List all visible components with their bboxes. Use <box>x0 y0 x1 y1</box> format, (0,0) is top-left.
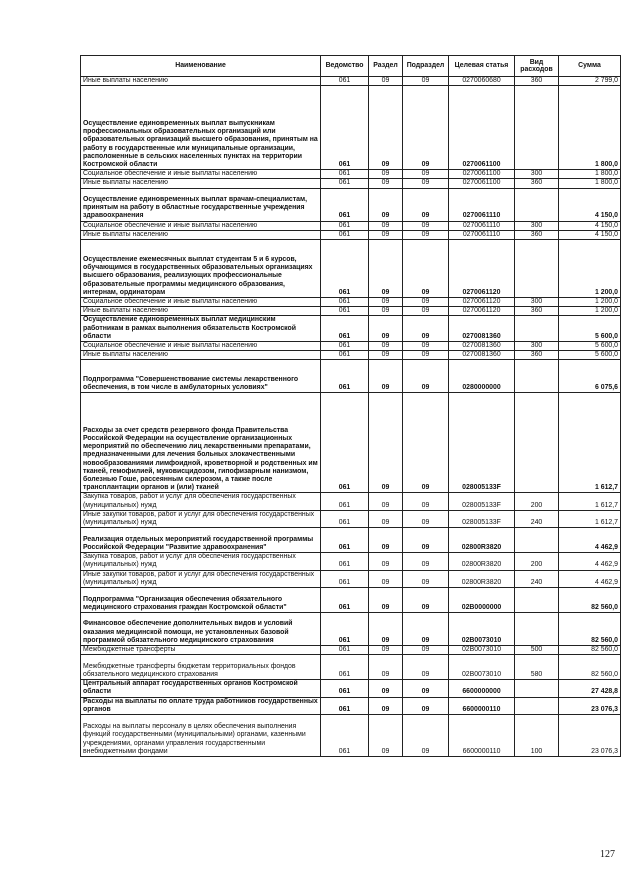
cell-name: Социальное обеспечение и иные выплаты населению <box>81 298 321 307</box>
cell-department: 061 <box>321 230 369 239</box>
cell-target-article: 0270081360 <box>449 316 515 342</box>
cell-expense-type: 360 <box>515 307 559 316</box>
table-row <box>81 316 621 342</box>
cell-sum: 2 799,0 <box>559 77 621 86</box>
cell-subsection: 09 <box>403 86 449 170</box>
cell-section: 09 <box>369 493 403 510</box>
cell-expense-type <box>515 697 559 714</box>
cell-target-article: 028005133F <box>449 393 515 493</box>
table-row <box>81 588 621 613</box>
cell-target-article: 6600000110 <box>449 697 515 714</box>
cell-department: 061 <box>321 342 369 351</box>
cell-sum: 5 600,0 <box>559 342 621 351</box>
cell-department: 061 <box>321 493 369 510</box>
cell-name: Осуществление ежемесячных выплат студентам 5 и 6 курсов, обучающимся в государственных образовательных организациях высшего образования, реализующих профессиональные образовательные программы медицинского образования, интернам, ординаторам <box>81 240 321 298</box>
cell-sum: 5 600,0 <box>559 351 621 360</box>
cell-section: 09 <box>369 570 403 587</box>
cell-name: Финансовое обеспечение дополнительных видов и условий оказания медицинской помощи, не установленных базовой программой обязательного медицинского страхования <box>81 613 321 646</box>
table-row <box>81 360 621 393</box>
cell-target-article: 02В0073010 <box>449 613 515 646</box>
cell-subsection: 09 <box>403 307 449 316</box>
cell-name: Иные закупки товаров, работ и услуг для обеспечения государственных (муниципальных) нужд <box>81 570 321 587</box>
cell-section: 09 <box>369 221 403 230</box>
cell-subsection: 09 <box>403 170 449 179</box>
cell-name: Межбюджетные трансферты <box>81 646 321 655</box>
cell-expense-type <box>515 86 559 170</box>
cell-name: Подпрограмма "Организация обеспечения обязательного медицинского страхования граждан Костромской области" <box>81 588 321 613</box>
cell-name: Социальное обеспечение и иные выплаты населению <box>81 170 321 179</box>
table-body <box>81 77 621 757</box>
cell-name: Иные закупки товаров, работ и услуг для обеспечения государственных (муниципальных) нужд <box>81 510 321 527</box>
cell-department: 061 <box>321 86 369 170</box>
cell-section: 09 <box>369 240 403 298</box>
cell-sum: 1 800,0 <box>559 170 621 179</box>
header-expense-type: Вид расходов <box>515 56 559 77</box>
cell-name: Центральный аппарат государственных органов Костромской области <box>81 680 321 697</box>
cell-target-article: 028005133F <box>449 493 515 510</box>
cell-subsection: 09 <box>403 570 449 587</box>
cell-section: 09 <box>369 680 403 697</box>
cell-expense-type: 200 <box>515 553 559 570</box>
table-row <box>81 307 621 316</box>
cell-expense-type <box>515 240 559 298</box>
cell-target-article: 0270061100 <box>449 170 515 179</box>
cell-section: 09 <box>369 553 403 570</box>
table-row <box>81 646 621 655</box>
table-row <box>81 77 621 86</box>
cell-department: 061 <box>321 360 369 393</box>
table-row <box>81 298 621 307</box>
cell-section: 09 <box>369 613 403 646</box>
cell-name: Социальное обеспечение и иные выплаты населению <box>81 342 321 351</box>
cell-department: 061 <box>321 170 369 179</box>
cell-name: Расходы за счет средств резервного фонда Правительства Российской Федерации на осуществление организационных мероприятий по обеспечению лиц лекарственными препаратами, предназначенными для лечения больных злокачественными новообразованиями лимфоидной, кроветворной и родственных им тканей, гемофилией, муковисцидозом, гипофизарным нанизмом, болезнью Гоше, рассеянным склерозом, а также после трансплантации органов и (или) тканей <box>81 393 321 493</box>
header-department: Ведомство <box>321 56 369 77</box>
cell-section: 09 <box>369 510 403 527</box>
cell-target-article: 0270060680 <box>449 77 515 86</box>
table-row <box>81 510 621 527</box>
cell-expense-type: 100 <box>515 715 559 757</box>
table-row <box>81 351 621 360</box>
cell-sum: 1 612,7 <box>559 493 621 510</box>
cell-subsection: 09 <box>403 298 449 307</box>
cell-target-article: 0270061100 <box>449 179 515 188</box>
cell-sum: 4 462,9 <box>559 553 621 570</box>
cell-subsection: 09 <box>403 188 449 221</box>
cell-subsection: 09 <box>403 221 449 230</box>
cell-subsection: 09 <box>403 393 449 493</box>
cell-target-article: 02800R3820 <box>449 528 515 553</box>
cell-expense-type <box>515 360 559 393</box>
table-row <box>81 715 621 757</box>
cell-subsection: 09 <box>403 240 449 298</box>
cell-sum: 82 560,0 <box>559 613 621 646</box>
cell-name: Подпрограмма "Совершенствование системы лекарственного обеспечения, в том числе в амбулаторных условиях" <box>81 360 321 393</box>
table-row <box>81 613 621 646</box>
cell-department: 061 <box>321 298 369 307</box>
cell-target-article: 0270061120 <box>449 240 515 298</box>
cell-section: 09 <box>369 351 403 360</box>
cell-sum: 1 612,7 <box>559 393 621 493</box>
cell-subsection: 09 <box>403 715 449 757</box>
cell-subsection: 09 <box>403 230 449 239</box>
cell-expense-type <box>515 393 559 493</box>
cell-target-article: 0270061110 <box>449 221 515 230</box>
page-number: 127 <box>600 849 615 860</box>
cell-section: 09 <box>369 646 403 655</box>
cell-name: Осуществление единовременных выплат выпускникам профессиональных образовательных организаций или образовательных организаций высшего образования, принятым на работу в государственные или муниципальные организации, расположенные в сельских населенных пунктах на территории Костромской области <box>81 86 321 170</box>
cell-section: 09 <box>369 360 403 393</box>
cell-subsection: 09 <box>403 553 449 570</box>
cell-expense-type: 500 <box>515 646 559 655</box>
cell-name: Межбюджетные трансферты бюджетам территориальных фондов обязательного медицинского страхования <box>81 655 321 680</box>
cell-sum: 1 200,0 <box>559 307 621 316</box>
cell-sum: 4 150,0 <box>559 230 621 239</box>
header-subsection: Подраздел <box>403 56 449 77</box>
cell-subsection: 09 <box>403 342 449 351</box>
cell-section: 09 <box>369 528 403 553</box>
cell-expense-type: 360 <box>515 77 559 86</box>
table-row <box>81 86 621 170</box>
header-sum: Сумма <box>559 56 621 77</box>
cell-sum: 82 560,0 <box>559 588 621 613</box>
cell-subsection: 09 <box>403 179 449 188</box>
table-row <box>81 221 621 230</box>
cell-subsection: 09 <box>403 680 449 697</box>
cell-department: 061 <box>321 588 369 613</box>
cell-section: 09 <box>369 655 403 680</box>
cell-expense-type: 300 <box>515 170 559 179</box>
cell-expense-type <box>515 680 559 697</box>
table-row <box>81 393 621 493</box>
cell-department: 061 <box>321 351 369 360</box>
cell-name: Социальное обеспечение и иные выплаты населению <box>81 221 321 230</box>
cell-department: 061 <box>321 528 369 553</box>
cell-section: 09 <box>369 230 403 239</box>
cell-target-article: 028005133F <box>449 510 515 527</box>
cell-expense-type: 200 <box>515 493 559 510</box>
cell-sum: 23 076,3 <box>559 697 621 714</box>
cell-subsection: 09 <box>403 351 449 360</box>
cell-target-article: 0270061110 <box>449 188 515 221</box>
cell-expense-type <box>515 588 559 613</box>
cell-department: 061 <box>321 77 369 86</box>
cell-department: 061 <box>321 697 369 714</box>
cell-sum: 1 612,7 <box>559 510 621 527</box>
cell-target-article: 02В0073010 <box>449 655 515 680</box>
cell-department: 061 <box>321 393 369 493</box>
header-name: Наименование <box>81 56 321 77</box>
cell-section: 09 <box>369 179 403 188</box>
cell-section: 09 <box>369 188 403 221</box>
cell-name: Реализация отдельных мероприятий государственной программы Российской Федерации "Развитие здравоохранения" <box>81 528 321 553</box>
cell-sum: 1 200,0 <box>559 240 621 298</box>
budget-table <box>80 55 621 757</box>
cell-sum: 23 076,3 <box>559 715 621 757</box>
cell-department: 061 <box>321 316 369 342</box>
cell-expense-type: 300 <box>515 298 559 307</box>
cell-sum: 1 800,0 <box>559 179 621 188</box>
cell-target-article: 0270081360 <box>449 342 515 351</box>
table-row <box>81 179 621 188</box>
cell-name: Закупка товаров, работ и услуг для обеспечения государственных (муниципальных) нужд <box>81 553 321 570</box>
cell-section: 09 <box>369 77 403 86</box>
cell-expense-type: 240 <box>515 510 559 527</box>
cell-department: 061 <box>321 680 369 697</box>
cell-subsection: 09 <box>403 655 449 680</box>
cell-target-article: 0270061110 <box>449 230 515 239</box>
cell-name: Осуществление единовременных выплат медицинским работникам в рамках выполнения обязательств Костромской области <box>81 316 321 342</box>
cell-department: 061 <box>321 646 369 655</box>
table-row <box>81 697 621 714</box>
cell-section: 09 <box>369 86 403 170</box>
cell-subsection: 09 <box>403 646 449 655</box>
cell-expense-type: 580 <box>515 655 559 680</box>
cell-subsection: 09 <box>403 360 449 393</box>
cell-sum: 82 560,0 <box>559 646 621 655</box>
cell-expense-type: 300 <box>515 342 559 351</box>
cell-section: 09 <box>369 588 403 613</box>
cell-sum: 27 428,8 <box>559 680 621 697</box>
cell-target-article: 0280000000 <box>449 360 515 393</box>
cell-department: 061 <box>321 613 369 646</box>
table-row <box>81 493 621 510</box>
cell-department: 061 <box>321 240 369 298</box>
cell-target-article: 6600000000 <box>449 680 515 697</box>
cell-department: 061 <box>321 510 369 527</box>
header-section: Раздел <box>369 56 403 77</box>
cell-subsection: 09 <box>403 510 449 527</box>
cell-target-article: 02800R3820 <box>449 570 515 587</box>
cell-subsection: 09 <box>403 316 449 342</box>
cell-target-article: 02В0000000 <box>449 588 515 613</box>
cell-target-article: 6600000110 <box>449 715 515 757</box>
cell-name: Расходы на выплаты персоналу в целях обеспечения выполнения функций государственными (муниципальными) органами, казенными учреждениями, органами управления государственными внебюджетными фондами <box>81 715 321 757</box>
cell-sum: 82 560,0 <box>559 655 621 680</box>
header-target-article: Целевая статья <box>449 56 515 77</box>
cell-target-article: 0270061100 <box>449 86 515 170</box>
cell-section: 09 <box>369 715 403 757</box>
cell-expense-type <box>515 188 559 221</box>
cell-expense-type: 360 <box>515 179 559 188</box>
cell-subsection: 09 <box>403 77 449 86</box>
cell-target-article: 02В0073010 <box>449 646 515 655</box>
cell-department: 061 <box>321 570 369 587</box>
table-row <box>81 230 621 239</box>
cell-sum: 6 075,6 <box>559 360 621 393</box>
cell-section: 09 <box>369 342 403 351</box>
cell-expense-type <box>515 528 559 553</box>
table-row <box>81 240 621 298</box>
cell-department: 061 <box>321 307 369 316</box>
cell-expense-type: 240 <box>515 570 559 587</box>
cell-expense-type <box>515 316 559 342</box>
cell-section: 09 <box>369 307 403 316</box>
cell-target-article: 0270081360 <box>449 351 515 360</box>
cell-department: 061 <box>321 221 369 230</box>
cell-section: 09 <box>369 393 403 493</box>
cell-name: Иные выплаты населению <box>81 351 321 360</box>
table-row <box>81 570 621 587</box>
cell-department: 061 <box>321 655 369 680</box>
cell-subsection: 09 <box>403 528 449 553</box>
cell-expense-type: 360 <box>515 351 559 360</box>
cell-sum: 4 150,0 <box>559 221 621 230</box>
cell-name: Иные выплаты населению <box>81 307 321 316</box>
cell-target-article: 0270061120 <box>449 298 515 307</box>
cell-section: 09 <box>369 316 403 342</box>
cell-subsection: 09 <box>403 613 449 646</box>
cell-section: 09 <box>369 170 403 179</box>
cell-subsection: 09 <box>403 697 449 714</box>
cell-name: Иные выплаты населению <box>81 179 321 188</box>
cell-sum: 4 150,0 <box>559 188 621 221</box>
table-row <box>81 553 621 570</box>
cell-name: Иные выплаты населению <box>81 230 321 239</box>
table-row <box>81 170 621 179</box>
cell-subsection: 09 <box>403 493 449 510</box>
cell-department: 061 <box>321 715 369 757</box>
table-row <box>81 342 621 351</box>
table-row <box>81 680 621 697</box>
cell-expense-type: 300 <box>515 221 559 230</box>
budget-table-page <box>80 55 620 757</box>
cell-sum: 5 600,0 <box>559 316 621 342</box>
table-row <box>81 188 621 221</box>
cell-name: Осуществление единовременных выплат врачам-специалистам, принятым на работу в областные государственные учреждения здравоохранения <box>81 188 321 221</box>
table-row <box>81 528 621 553</box>
cell-sum: 4 462,9 <box>559 528 621 553</box>
cell-sum: 1 800,0 <box>559 86 621 170</box>
cell-expense-type <box>515 613 559 646</box>
cell-section: 09 <box>369 298 403 307</box>
cell-name: Иные выплаты населению <box>81 77 321 86</box>
cell-sum: 4 462,9 <box>559 570 621 587</box>
table-row <box>81 655 621 680</box>
cell-sum: 1 200,0 <box>559 298 621 307</box>
cell-section: 09 <box>369 697 403 714</box>
cell-department: 061 <box>321 553 369 570</box>
table-header-row <box>81 56 621 77</box>
cell-department: 061 <box>321 179 369 188</box>
cell-target-article: 0270061120 <box>449 307 515 316</box>
cell-target-article: 02800R3820 <box>449 553 515 570</box>
cell-name: Закупка товаров, работ и услуг для обеспечения государственных (муниципальных) нужд <box>81 493 321 510</box>
cell-name: Расходы на выплаты по оплате труда работников государственных органов <box>81 697 321 714</box>
cell-expense-type: 360 <box>515 230 559 239</box>
cell-subsection: 09 <box>403 588 449 613</box>
cell-department: 061 <box>321 188 369 221</box>
